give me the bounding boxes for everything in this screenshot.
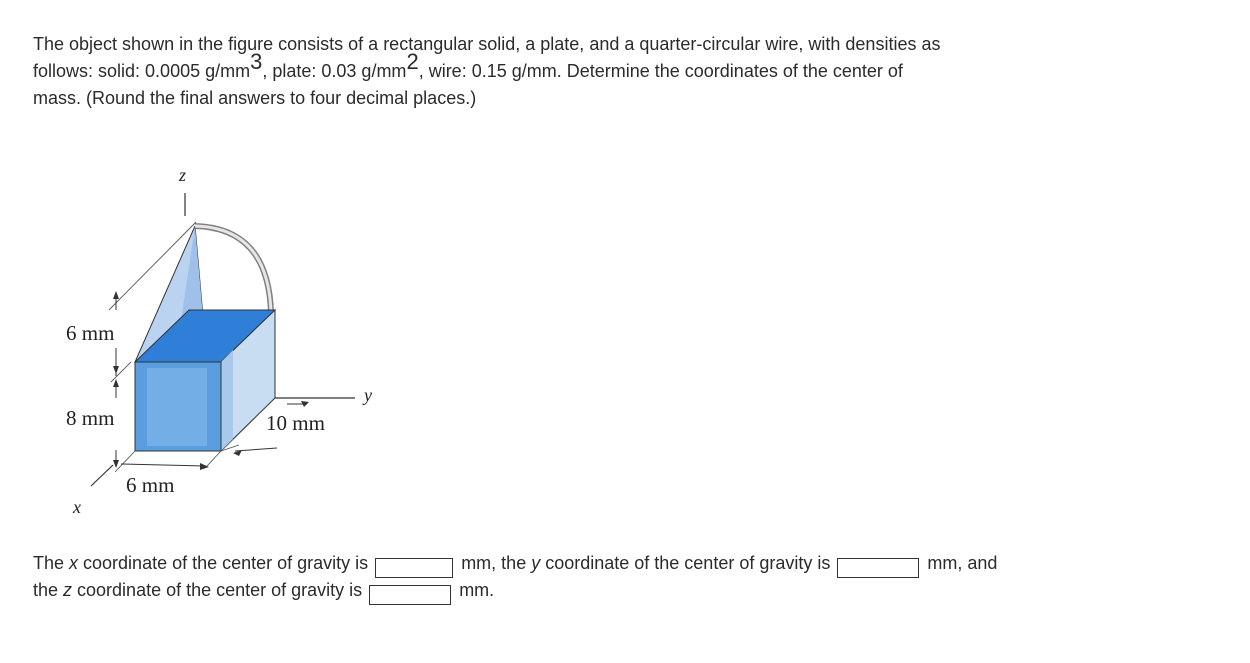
object-figure <box>55 160 415 520</box>
dim-6mm-vertical-label: 6 mm <box>66 321 115 345</box>
problem-line-1: The object shown in the figure consists of a rectangular solid, a plate, and a quarter-circular wire, with densities as <box>33 34 941 54</box>
z-axis-label: z <box>179 165 187 185</box>
y-coordinate-input[interactable] <box>837 558 919 578</box>
x-axis-label: x <box>73 497 81 517</box>
y-variable: y <box>531 553 541 573</box>
quarter-circle-wire <box>195 226 271 312</box>
solid-side-shade <box>221 350 233 451</box>
answer-text-3: mm, the <box>456 553 532 573</box>
answer-text-7: coordinate of the center of gravity is <box>72 580 368 600</box>
x-coordinate-input[interactable] <box>375 558 453 578</box>
dim-6mm-arrow-up <box>113 291 119 299</box>
dim-6mm-horizontal-arrow <box>200 463 209 470</box>
problem-statement <box>33 31 1133 112</box>
dim-10mm-label: 10 mm <box>266 411 325 435</box>
problem-line-3: mass. (Round the final answers to four decimal places.) <box>33 88 477 108</box>
answer-section <box>33 551 1213 605</box>
problem-line-2-c: , wire: 0.15 g/mm. Determine the coordinates of the center of <box>418 61 903 81</box>
answer-line-2 <box>33 578 1213 605</box>
dim-6mm-arrow-down <box>113 366 119 374</box>
dim-6mm-horizontal-line <box>121 464 205 466</box>
answer-text-4: coordinate of the center of gravity is <box>540 553 836 573</box>
y-axis-label: y <box>364 385 372 405</box>
answer-line-1 <box>33 551 1213 578</box>
x-axis-line <box>91 465 113 486</box>
problem-line-2-b: , plate: 0.03 g/mm <box>262 61 407 81</box>
dim-8mm-arrow-down <box>113 460 119 468</box>
dim-6mm-horizontal-label: 6 mm <box>126 473 175 497</box>
answer-text-2: coordinate of the center of gravity is <box>78 553 374 573</box>
solid-front-highlight <box>147 368 207 446</box>
superscript-2: 2 <box>406 49 419 74</box>
problem-line-2 <box>33 49 1133 85</box>
answer-text-8: mm. <box>454 580 495 600</box>
base-guide-right <box>207 451 221 466</box>
dim-8mm-vertical-label: 8 mm <box>66 406 115 430</box>
answer-text-1: The <box>33 553 70 573</box>
problem-line-2-a: follows: solid: 0.0005 g/mm <box>33 61 251 81</box>
answer-text-6: the <box>33 580 64 600</box>
superscript-3: 3 <box>250 49 263 74</box>
guide-line-short <box>111 362 131 382</box>
z-variable: z <box>63 580 73 600</box>
x-variable: x <box>69 553 79 573</box>
answer-text-5: mm, and <box>922 553 998 573</box>
z-coordinate-input[interactable] <box>369 585 451 605</box>
